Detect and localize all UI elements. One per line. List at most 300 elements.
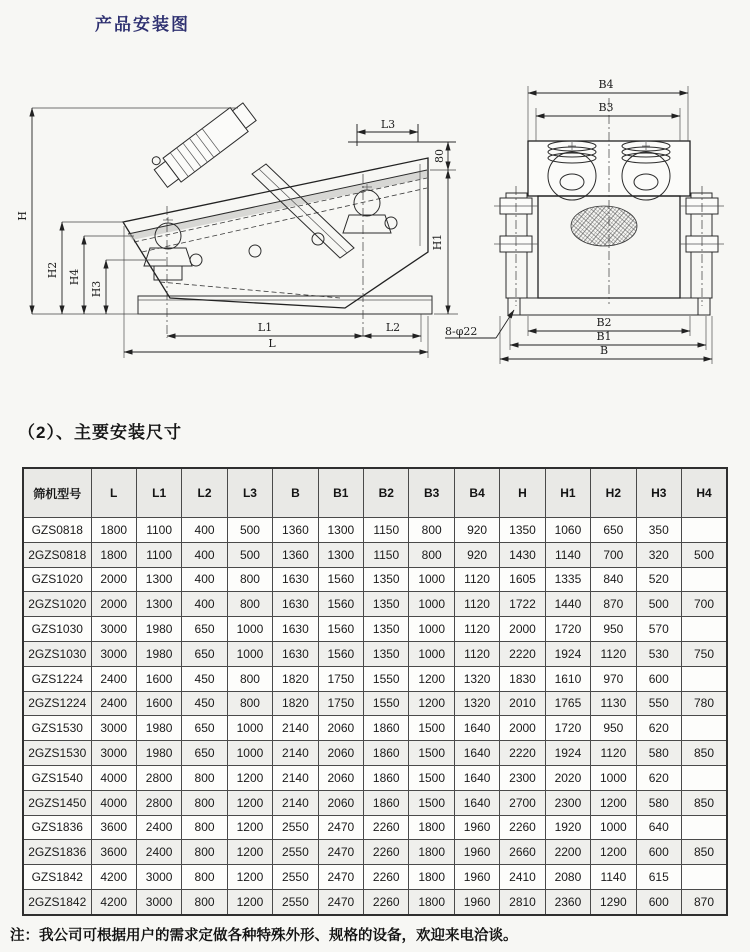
dimension-cell: 1000: [227, 641, 272, 666]
column-header: L2: [182, 468, 227, 518]
dimension-cell: 1120: [591, 641, 636, 666]
dimension-cell: 1200: [409, 666, 454, 691]
dimension-cell: 1000: [227, 716, 272, 741]
table-row: [23, 666, 727, 691]
dimension-cell: 1100: [136, 518, 181, 543]
dimension-cell: 1000: [591, 815, 636, 840]
dimension-cell: 1720: [545, 716, 590, 741]
model-cell: 2GZS1224: [23, 691, 91, 716]
dim-label-H3: H3: [90, 280, 103, 298]
section-heading: （2）、主要安装尺寸: [18, 423, 182, 442]
column-header: B3: [409, 468, 454, 518]
dimension-cell: 1820: [273, 691, 318, 716]
column-header: L1: [136, 468, 181, 518]
dimension-cell: 2000: [91, 567, 136, 592]
dimension-cell: 500: [227, 542, 272, 567]
dimension-cell: 1640: [454, 765, 499, 790]
dimension-cell: 2000: [500, 617, 545, 642]
dimension-cell: 400: [182, 542, 227, 567]
dim-label-L: L: [268, 337, 276, 350]
dimension-cell: 1605: [500, 567, 545, 592]
dimension-cell: 1860: [364, 716, 409, 741]
dimension-cell: 1300: [318, 542, 363, 567]
model-cell: GZS0818: [23, 518, 91, 543]
dimension-cell: 500: [681, 542, 727, 567]
dimension-cell: 550: [636, 691, 681, 716]
dimension-cell: 920: [454, 518, 499, 543]
bolt-callout-label: 8-φ22: [445, 325, 478, 338]
dimension-cell: [681, 617, 727, 642]
dimension-cell: 4000: [91, 790, 136, 815]
dim-label-B2: B2: [596, 316, 612, 329]
dimension-cell: 3600: [91, 815, 136, 840]
bolt-circle: [312, 233, 324, 245]
table-row: [23, 518, 727, 543]
dimension-cell: 2400: [91, 666, 136, 691]
dimension-cell: 2000: [500, 716, 545, 741]
dimension-cell: 1000: [409, 641, 454, 666]
dimension-cell: 1500: [409, 741, 454, 766]
dimension-cell: [681, 567, 727, 592]
dimension-cell: 1860: [364, 790, 409, 815]
dimension-cell: [681, 865, 727, 890]
dimension-cell: 2140: [273, 765, 318, 790]
dimension-cell: 2470: [318, 815, 363, 840]
dimension-cell: 650: [182, 741, 227, 766]
dimension-cell: 1860: [364, 765, 409, 790]
model-cell: GZS1540: [23, 765, 91, 790]
dim-label-B1: B1: [596, 330, 612, 343]
installation-diagrams: [0, 46, 750, 412]
dimension-cell: 800: [227, 691, 272, 716]
dimension-cell: 1640: [454, 741, 499, 766]
dimension-cell: [681, 815, 727, 840]
dimension-cell: 950: [591, 716, 636, 741]
model-cell: GZS1030: [23, 617, 91, 642]
dimension-cell: 1360: [273, 542, 318, 567]
table-row: [23, 815, 727, 840]
dimension-cell: 1120: [454, 641, 499, 666]
dimension-cell: 700: [681, 592, 727, 617]
dimension-cell: 2060: [318, 790, 363, 815]
dimension-cell: 2550: [273, 889, 318, 914]
column-header: H2: [591, 468, 636, 518]
dimension-cell: 1000: [591, 765, 636, 790]
dimension-cell: 1335: [545, 567, 590, 592]
dimension-cell: 320: [636, 542, 681, 567]
dimension-cell: 1500: [409, 790, 454, 815]
dimension-cell: 800: [182, 790, 227, 815]
dimension-cell: 1200: [227, 790, 272, 815]
dimension-cell: 2140: [273, 741, 318, 766]
dimension-cell: 1720: [545, 617, 590, 642]
dimension-cell: 1200: [591, 840, 636, 865]
footnote: 注：我公司可根据用户的需求定做各种特殊外形、规格的设备，欢迎来电洽谈。: [10, 928, 518, 944]
dimension-cell: 1924: [545, 641, 590, 666]
table-row: [23, 790, 727, 815]
dimension-cell: 3000: [91, 617, 136, 642]
dimension-cell: 1560: [318, 592, 363, 617]
dimension-cell: 2360: [545, 889, 590, 914]
motor-pulley: [151, 155, 162, 166]
dimension-cell: 1800: [409, 815, 454, 840]
dimension-cell: 2800: [136, 765, 181, 790]
model-cell: GZS1836: [23, 815, 91, 840]
dimension-cell: 1980: [136, 617, 181, 642]
dimension-cell: 1800: [409, 889, 454, 914]
dimension-cell: 1000: [227, 617, 272, 642]
dimension-cell: 1800: [409, 865, 454, 890]
dimension-cell: 920: [454, 542, 499, 567]
dim-label-H4: H4: [68, 268, 81, 286]
support-post-left: [494, 186, 538, 306]
dimension-cell: 1200: [227, 889, 272, 914]
dimension-cell: 2470: [318, 865, 363, 890]
dimension-cell: 1060: [545, 518, 590, 543]
dimension-cell: 1120: [454, 592, 499, 617]
dimension-cell: 950: [591, 617, 636, 642]
dimension-cell: 3000: [91, 716, 136, 741]
front-view-drawing: [445, 78, 724, 364]
model-cell: GZS1020: [23, 567, 91, 592]
dimension-cell: 1120: [454, 617, 499, 642]
dimension-cell: 450: [182, 666, 227, 691]
dimension-cell: 1440: [545, 592, 590, 617]
dim-label-H2: H2: [46, 261, 59, 279]
dimension-cell: 1000: [409, 617, 454, 642]
table-header-row: [23, 468, 727, 518]
dimension-cell: 1980: [136, 641, 181, 666]
dim-label-B4: B4: [598, 78, 614, 91]
dimension-cell: 1430: [500, 542, 545, 567]
dimension-cell: 1350: [364, 617, 409, 642]
dimension-cell: 2550: [273, 865, 318, 890]
dimension-cell: 840: [591, 567, 636, 592]
table-row: [23, 617, 727, 642]
dimension-cell: 500: [636, 592, 681, 617]
model-cell: 2GZS1530: [23, 741, 91, 766]
dim-label-B3: B3: [598, 101, 614, 114]
dimension-cell: 2260: [364, 865, 409, 890]
model-cell: 2GZS1836: [23, 840, 91, 865]
table-row: [23, 542, 727, 567]
dimension-cell: 2260: [364, 840, 409, 865]
dimension-cell: 400: [182, 592, 227, 617]
dimension-cell: 1640: [454, 716, 499, 741]
dimension-cell: 1150: [364, 542, 409, 567]
dimension-cell: 1350: [364, 641, 409, 666]
dimension-cell: 1000: [409, 592, 454, 617]
dimension-cell: 1800: [91, 518, 136, 543]
dim-label-B: B: [599, 344, 609, 357]
dimension-cell: 400: [182, 518, 227, 543]
dimension-cell: 640: [636, 815, 681, 840]
dimension-cell: 2300: [545, 790, 590, 815]
model-cell: 2GZS1030: [23, 641, 91, 666]
page-title: 产品安装图: [95, 15, 190, 34]
dimension-cell: 1350: [364, 592, 409, 617]
dimension-cell: 615: [636, 865, 681, 890]
dimension-cell: 1350: [500, 518, 545, 543]
dimension-cell: 400: [182, 567, 227, 592]
dimension-cell: 1200: [591, 790, 636, 815]
column-header: L3: [227, 468, 272, 518]
dimension-cell: 1560: [318, 641, 363, 666]
table-row: [23, 716, 727, 741]
dimension-cell: 2010: [500, 691, 545, 716]
dimension-cell: 570: [636, 617, 681, 642]
dimension-cell: 1130: [591, 691, 636, 716]
dimension-cell: [681, 765, 727, 790]
dimension-cell: 1120: [591, 741, 636, 766]
dimension-cell: 2000: [91, 592, 136, 617]
dimension-cell: 850: [681, 790, 727, 815]
dim-label-H1: H1: [431, 233, 444, 251]
screen-mesh-patch: [571, 206, 637, 246]
dimension-cell: 1630: [273, 567, 318, 592]
column-header: 筛机型号: [23, 468, 91, 518]
model-cell: 2GZS0818: [23, 542, 91, 567]
dimension-cell: 800: [227, 592, 272, 617]
dimension-cell: 1765: [545, 691, 590, 716]
dimension-cell: 1200: [227, 840, 272, 865]
dimension-cell: 1800: [409, 840, 454, 865]
dimension-cell: 780: [681, 691, 727, 716]
dimension-cell: 1820: [273, 666, 318, 691]
dimension-cell: 2700: [500, 790, 545, 815]
dimension-cell: 530: [636, 641, 681, 666]
dimension-cell: 1630: [273, 592, 318, 617]
dimension-cell: 1924: [545, 741, 590, 766]
dimension-cell: 1120: [454, 567, 499, 592]
dimension-cell: 2400: [136, 815, 181, 840]
dimension-cell: 1550: [364, 691, 409, 716]
table-row: [23, 592, 727, 617]
dimension-cell: 3000: [136, 889, 181, 914]
dimension-cell: [681, 518, 727, 543]
dimension-cell: 1600: [136, 691, 181, 716]
dimension-cell: 4200: [91, 889, 136, 914]
dimension-cell: 1500: [409, 765, 454, 790]
side-view-drawing: [16, 95, 458, 358]
column-header: H4: [681, 468, 727, 518]
table-row: [23, 840, 727, 865]
dimension-cell: 1830: [500, 666, 545, 691]
column-header: B1: [318, 468, 363, 518]
dimension-cell: 600: [636, 666, 681, 691]
model-cell: 2GZS1450: [23, 790, 91, 815]
dimension-cell: 1860: [364, 741, 409, 766]
bolt-circle: [249, 245, 261, 257]
dimension-cell: 650: [182, 641, 227, 666]
dimension-cell: 1500: [409, 716, 454, 741]
model-cell: GZS1842: [23, 865, 91, 890]
dimension-cell: [681, 716, 727, 741]
dimension-cell: 520: [636, 567, 681, 592]
dimension-cell: 800: [409, 542, 454, 567]
dimension-cell: 450: [182, 691, 227, 716]
column-header: L: [91, 468, 136, 518]
column-header: H1: [545, 468, 590, 518]
dimension-cell: 2550: [273, 815, 318, 840]
dimension-cell: 1750: [318, 666, 363, 691]
dimension-cell: 1350: [364, 567, 409, 592]
dimension-cell: 2060: [318, 716, 363, 741]
dimension-cell: 1150: [364, 518, 409, 543]
table-row: [23, 567, 727, 592]
dimension-cell: 500: [227, 518, 272, 543]
dimension-cell: 2220: [500, 641, 545, 666]
model-cell: 2GZS1020: [23, 592, 91, 617]
dimension-cell: 1560: [318, 567, 363, 592]
dimension-cell: 2400: [91, 691, 136, 716]
dimension-cell: 1960: [454, 865, 499, 890]
dimension-cell: 870: [591, 592, 636, 617]
dim-label-80: 80: [433, 149, 446, 163]
dimension-cell: 600: [636, 889, 681, 914]
dimension-cell: 1200: [227, 865, 272, 890]
dimension-cell: 2260: [500, 815, 545, 840]
model-cell: 2GZS1842: [23, 889, 91, 914]
table-row: [23, 865, 727, 890]
dim-label-L1: L1: [257, 321, 273, 334]
dimension-cell: 1630: [273, 617, 318, 642]
dimension-cell: 2800: [136, 790, 181, 815]
dimension-cell: 1300: [136, 567, 181, 592]
dimension-cell: 620: [636, 765, 681, 790]
dimension-cell: 3000: [91, 741, 136, 766]
dimensions-table: [22, 467, 728, 916]
dimension-cell: 970: [591, 666, 636, 691]
dimension-cell: 2400: [136, 840, 181, 865]
dimension-cell: 2550: [273, 840, 318, 865]
column-header: H: [500, 468, 545, 518]
table-body: [23, 518, 727, 915]
dimension-cell: 1200: [227, 765, 272, 790]
base-frame-front: [508, 298, 710, 315]
dimension-cell: 1640: [454, 790, 499, 815]
dimension-cell: 800: [182, 815, 227, 840]
dimension-cell: 1200: [227, 815, 272, 840]
dimension-cell: 2080: [545, 865, 590, 890]
dimension-cell: 1722: [500, 592, 545, 617]
dimension-cell: 1360: [273, 518, 318, 543]
dimension-cell: 750: [681, 641, 727, 666]
dimension-cell: 850: [681, 840, 727, 865]
column-header: B4: [454, 468, 499, 518]
dimension-cell: 1140: [591, 865, 636, 890]
dimension-cell: 1610: [545, 666, 590, 691]
dimension-cell: 1920: [545, 815, 590, 840]
dimension-cell: 3000: [136, 865, 181, 890]
dimension-cell: 620: [636, 716, 681, 741]
dimension-cell: 2140: [273, 716, 318, 741]
dimension-cell: 800: [227, 567, 272, 592]
model-cell: GZS1530: [23, 716, 91, 741]
dimension-cell: 580: [636, 790, 681, 815]
dimension-cell: 4200: [91, 865, 136, 890]
dim-label-L3: L3: [380, 118, 396, 131]
dimension-cell: 700: [591, 542, 636, 567]
dimension-cell: 2470: [318, 889, 363, 914]
dimension-cell: 800: [182, 865, 227, 890]
dimension-cell: 1600: [136, 666, 181, 691]
dimension-cell: 3000: [91, 641, 136, 666]
dimension-cell: 870: [681, 889, 727, 914]
dimension-cell: 2200: [545, 840, 590, 865]
dimension-cell: 2220: [500, 741, 545, 766]
dimension-cell: 800: [182, 765, 227, 790]
dimension-cell: 650: [182, 617, 227, 642]
dimension-cell: 1140: [545, 542, 590, 567]
dimension-cell: 650: [182, 716, 227, 741]
column-header: H3: [636, 468, 681, 518]
dimension-cell: 1750: [318, 691, 363, 716]
dimension-cell: 800: [409, 518, 454, 543]
dimension-cell: 1290: [591, 889, 636, 914]
dimension-cell: 1630: [273, 641, 318, 666]
table-row: [23, 889, 727, 914]
dimension-cell: 3600: [91, 840, 136, 865]
dimension-cell: 1960: [454, 840, 499, 865]
dimension-cell: 800: [182, 840, 227, 865]
column-header: B: [273, 468, 318, 518]
dimension-cell: 2260: [364, 815, 409, 840]
table-row: [23, 741, 727, 766]
dimension-cell: 650: [591, 518, 636, 543]
dimension-cell: 2810: [500, 889, 545, 914]
dimension-cell: 350: [636, 518, 681, 543]
table-row: [23, 765, 727, 790]
dimension-cell: 1980: [136, 716, 181, 741]
dimension-cell: 850: [681, 741, 727, 766]
dimension-cell: 1320: [454, 666, 499, 691]
model-cell: GZS1224: [23, 666, 91, 691]
dimension-cell: [681, 666, 727, 691]
dimension-cell: 2060: [318, 765, 363, 790]
dimension-cell: 2300: [500, 765, 545, 790]
dimension-cell: 1320: [454, 691, 499, 716]
dimension-cell: 1000: [227, 741, 272, 766]
dimension-cell: 600: [636, 840, 681, 865]
dim-label-L2: L2: [385, 321, 401, 334]
dimension-cell: 2410: [500, 865, 545, 890]
dimension-cell: 1300: [318, 518, 363, 543]
dimension-cell: 800: [182, 889, 227, 914]
dimension-cell: 580: [636, 741, 681, 766]
dimension-cell: 4000: [91, 765, 136, 790]
table-row: [23, 641, 727, 666]
dimension-cell: 1100: [136, 542, 181, 567]
dimension-cell: 1300: [136, 592, 181, 617]
dimension-cell: 800: [227, 666, 272, 691]
dimension-cell: 2470: [318, 840, 363, 865]
dimension-cell: 1550: [364, 666, 409, 691]
dimension-cell: 1200: [409, 691, 454, 716]
column-header: B2: [364, 468, 409, 518]
dimension-cell: 1800: [91, 542, 136, 567]
dimension-cell: 2660: [500, 840, 545, 865]
support-post-right: [680, 186, 724, 306]
dimension-cell: 1560: [318, 617, 363, 642]
dimension-cell: 1000: [409, 567, 454, 592]
dimension-cell: 1960: [454, 815, 499, 840]
vibration-motor: [148, 95, 258, 191]
dimension-cell: 2140: [273, 790, 318, 815]
dim-label-H: H: [16, 211, 29, 221]
table-row: [23, 691, 727, 716]
dimension-cell: 2260: [364, 889, 409, 914]
